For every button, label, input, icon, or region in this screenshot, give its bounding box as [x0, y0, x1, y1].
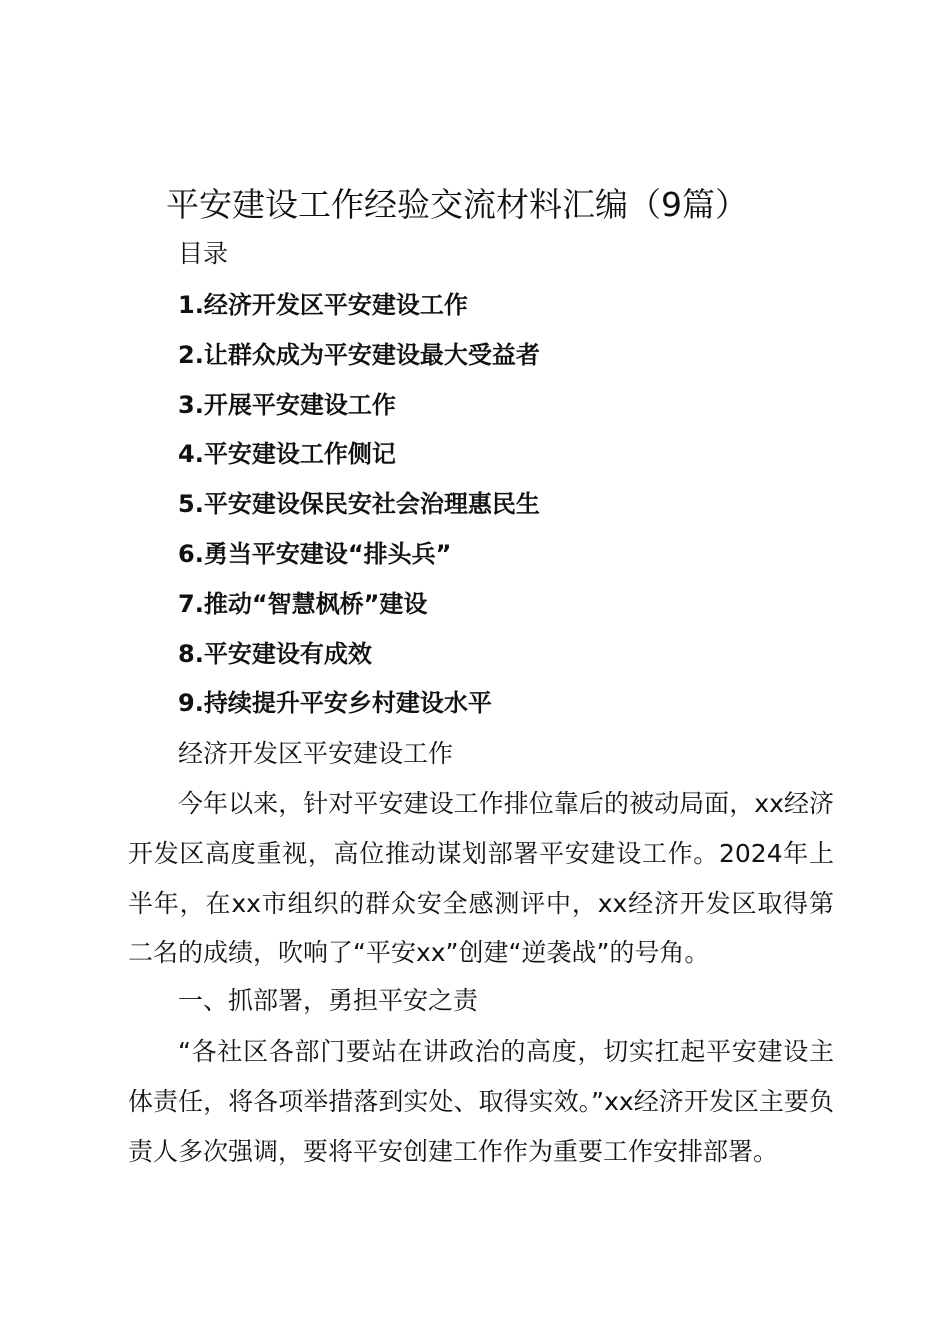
toc-item-4: 4.平安建设工作侧记: [178, 440, 396, 469]
subheading-1: 一、抓部署，勇担平安之责: [178, 986, 479, 1015]
toc-item-6: 6.勇当平安建设“排头兵”: [178, 539, 452, 568]
toc-item-9: 9.持续提升平安乡村建设水平: [178, 689, 492, 718]
toc-heading: 目录: [178, 239, 229, 268]
toc-item-8: 8.平安建设有成效: [178, 639, 372, 668]
table-of-contents: [178, 284, 540, 732]
document-title: 平安建设工作经验交流材料汇编（9篇）: [166, 185, 748, 224]
body-paragraph-2: “各社区各部门要站在讲政治的高度，切实扛起平安建设主体责任，将各项举措落到实处、取得实效。”xx经济开发区主要负责人多次强调，要将平安创建工作作为重要工作安排部署。: [128, 1037, 834, 1166]
toc-item-2: 2.让群众成为平安建设最大受益者: [178, 340, 540, 369]
toc-item-7: 7.推动“智慧枫桥”建设: [178, 589, 428, 618]
toc-item-3: 3.开展平安建设工作: [178, 390, 396, 419]
section-title: 经济开发区平安建设工作: [178, 739, 454, 768]
body-paragraph-1: 今年以来，针对平安建设工作排位靠后的被动局面，xx经济开发区高度重视，高位推动谋划部署平安建设工作。2024年上半年，在xx市组织的群众安全感测评中，xx经济开发区取得第二名的成绩，吹响了“平安xx”创建“逆袭战”的号角。: [128, 789, 834, 968]
toc-item-5: 5.平安建设保民安社会治理惠民生: [178, 490, 540, 519]
toc-item-1: 1.经济开发区平安建设工作: [178, 291, 468, 319]
